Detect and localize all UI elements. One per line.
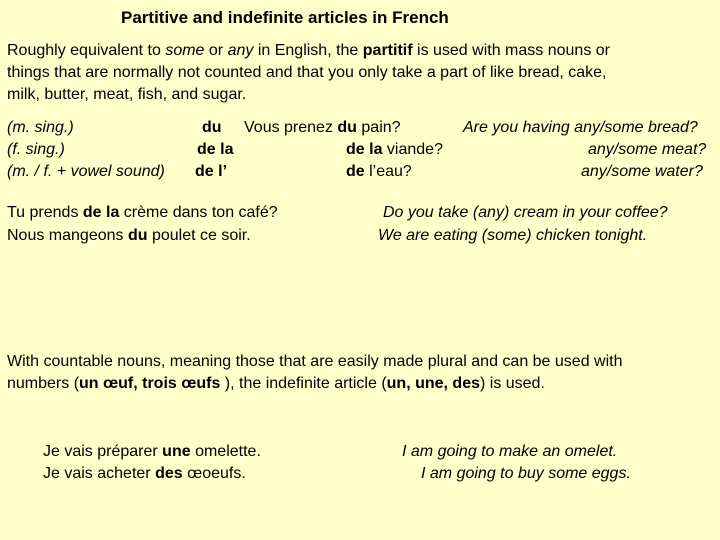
sentence-text: Vous prenez xyxy=(244,119,338,136)
paragraph-text: ), the indefinite article ( xyxy=(220,375,387,392)
english-example: I am going to make an omelet. xyxy=(402,443,618,460)
article-label: de l’ xyxy=(195,163,228,180)
article-highlight: du xyxy=(127,227,148,244)
category-label: (m. / f. + vowel sound) xyxy=(7,163,165,180)
sentence-text: Je vais acheter xyxy=(43,465,156,482)
intro-text: is used with mass nouns or xyxy=(412,42,610,59)
french-example xyxy=(7,227,251,245)
word-any: any xyxy=(227,42,254,59)
sentence-text: poulet ce soir. xyxy=(147,227,251,244)
french-example xyxy=(7,204,278,222)
article-label: de la xyxy=(197,141,234,158)
paragraph-text: ) is used. xyxy=(479,375,545,392)
countable-line-1: With countable nouns, meaning those that are easily made plural and can be used with xyxy=(7,353,623,370)
english-sentence: Are you having any/some bread? xyxy=(463,119,698,136)
sentence-text: l’eau? xyxy=(364,163,412,180)
paragraph-text: numbers ( xyxy=(7,375,80,392)
article-highlight: de xyxy=(346,163,365,180)
sentence-text: Nous mangeons xyxy=(7,227,128,244)
intro-paragraph xyxy=(7,40,717,106)
indefinite-articles: un, une, des xyxy=(386,375,480,392)
sentence-text: Je vais préparer xyxy=(43,443,163,460)
sentence-text: pain? xyxy=(356,119,401,136)
sentence-text: Tu prends xyxy=(7,204,83,221)
article-highlight: de la xyxy=(82,204,120,221)
intro-text: in English, the xyxy=(253,42,363,59)
french-sentence xyxy=(244,119,401,137)
article-highlight: du xyxy=(337,119,357,136)
countable-line-2 xyxy=(7,373,717,395)
article-highlight: des xyxy=(155,465,183,482)
english-example: I am going to buy some eggs. xyxy=(421,465,631,482)
english-example: We are eating (some) chicken tonight. xyxy=(378,227,648,244)
countable-paragraph xyxy=(7,351,717,395)
category-label: (m. sing.) xyxy=(7,119,74,136)
sentence-text: crème dans ton café? xyxy=(119,204,278,221)
french-example xyxy=(43,465,246,483)
french-sentence xyxy=(346,141,443,159)
word-partitif: partitif xyxy=(362,42,413,59)
english-example: Do you take (any) cream in your coffee? xyxy=(383,204,668,221)
french-example xyxy=(43,443,261,461)
intro-line-1 xyxy=(7,40,717,62)
french-sentence xyxy=(346,163,412,181)
english-sentence: any/some meat? xyxy=(588,141,707,158)
example-words: un œuf, trois œufs xyxy=(79,375,221,392)
sentence-text: œoeufs. xyxy=(182,465,246,482)
article-highlight: une xyxy=(162,443,191,460)
article-label: du xyxy=(202,119,222,136)
word-some: some xyxy=(165,42,205,59)
intro-line-2: things that are normally not counted and that you only take a part of like bread, cake, xyxy=(7,64,607,81)
sentence-text: omelette. xyxy=(190,443,261,460)
intro-text: Roughly equivalent to xyxy=(7,42,166,59)
article-highlight: de la xyxy=(346,141,383,158)
page-title: Partitive and indefinite articles in French xyxy=(121,8,449,27)
sentence-text: viande? xyxy=(382,141,443,158)
intro-line-3: milk, butter, meat, fish, and sugar. xyxy=(7,86,247,103)
intro-text: or xyxy=(204,42,228,59)
english-sentence: any/some water? xyxy=(581,163,703,180)
category-label: (f. sing.) xyxy=(7,141,65,158)
